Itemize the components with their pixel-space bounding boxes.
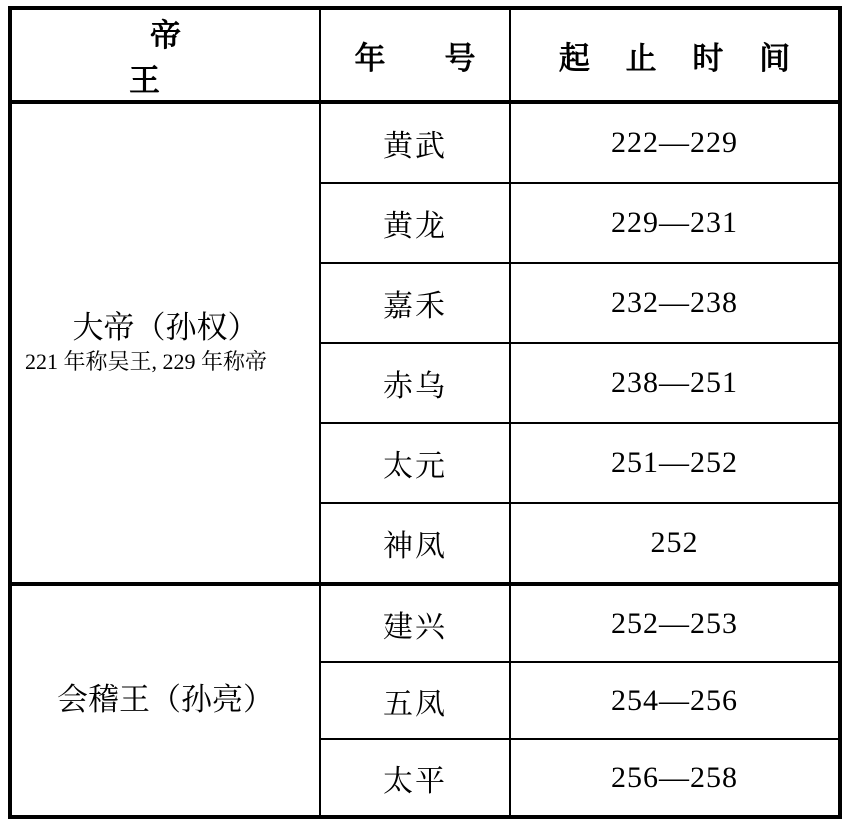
era-name: 建兴 <box>320 584 510 662</box>
ruler-cell-group-2 <box>10 584 320 817</box>
era-period: 256—258 <box>510 739 840 817</box>
ruler-note: 221 年称吴王, 229 年称帝 <box>24 349 267 375</box>
era-period: 252 <box>510 503 840 584</box>
era-name: 神凤 <box>320 503 510 584</box>
era-period: 238—251 <box>510 343 840 423</box>
era-period: 222—229 <box>510 102 840 183</box>
era-name: 嘉禾 <box>320 263 510 343</box>
table-row <box>10 102 840 183</box>
era-name: 黄龙 <box>320 183 510 263</box>
era-name: 黄武 <box>320 102 510 183</box>
era-period: 229—231 <box>510 183 840 263</box>
table-header <box>10 8 840 102</box>
era-period: 252—253 <box>510 584 840 662</box>
era-name: 五凤 <box>320 662 510 739</box>
era-period: 254—256 <box>510 662 840 739</box>
era-period: 251—252 <box>510 423 840 503</box>
era-name: 赤乌 <box>320 343 510 423</box>
ruler-name: 会稽王（孙亮） <box>57 682 274 718</box>
column-header-ruler: 帝 王 <box>10 8 320 102</box>
ruler-name: 大帝（孙权） <box>72 310 259 346</box>
table-row <box>10 584 840 662</box>
table-header-row <box>10 8 840 102</box>
column-header-period: 起 止 时 间 <box>510 8 840 102</box>
ruler-cell-group-1 <box>10 102 320 584</box>
era-name: 太元 <box>320 423 510 503</box>
table-body <box>10 102 840 817</box>
era-period: 232—238 <box>510 263 840 343</box>
column-header-era: 年 号 <box>320 8 510 102</box>
reign-era-table <box>8 6 842 819</box>
era-name: 太平 <box>320 739 510 817</box>
